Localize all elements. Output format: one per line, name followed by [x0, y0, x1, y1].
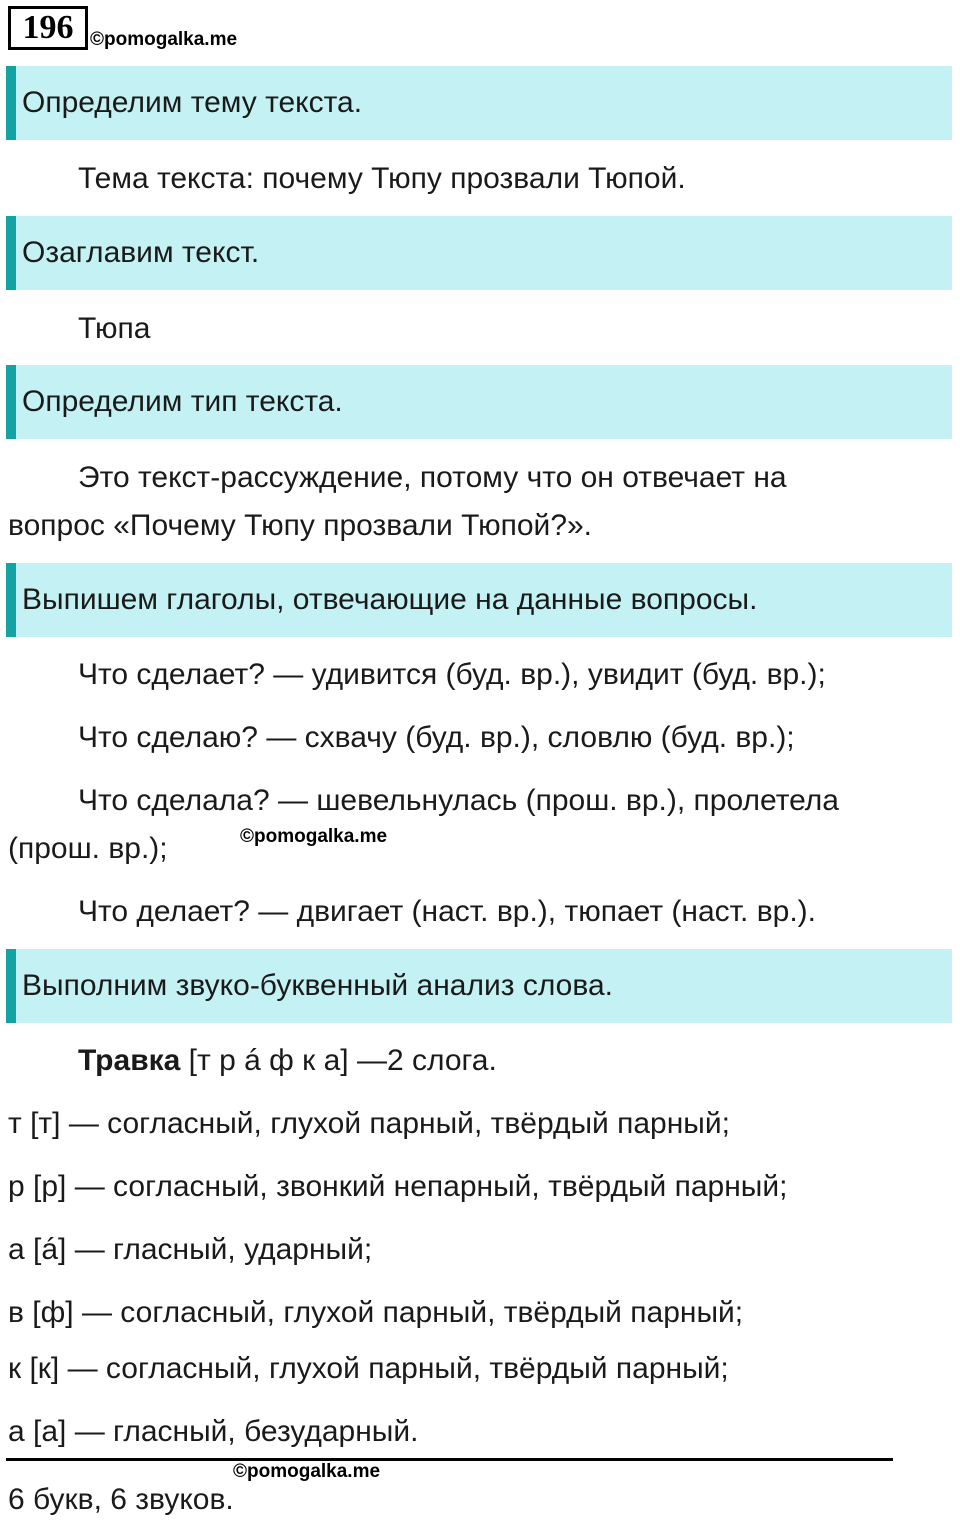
heading-text: Выпишем глаголы, отвечающие на данные вопросы. [22, 583, 758, 616]
section-heading-verbs [6, 563, 952, 637]
text-line: (прош. вр.); [8, 832, 168, 865]
section-heading-type [6, 365, 952, 439]
sound-line: р [р] — согласный, звонкий непарный, твёрдый парный; [8, 1170, 788, 1203]
section-heading-analysis [6, 949, 952, 1023]
text-line: Это текст-рассуждение, потому что он отвечает на [78, 461, 787, 494]
text-line: Что сделает? — удивится (буд. вр.), увидит (буд. вр.); [78, 658, 826, 691]
transcription: [т р á ф к а] —2 слога. [180, 1044, 497, 1077]
text-line: вопрос «Почему Тюпу прозвали Тюпой?». [8, 509, 593, 542]
word-transcription [78, 1043, 497, 1079]
divider-line [6, 1458, 893, 1461]
heading-text: Выполним звуко-буквенный анализ слова. [22, 969, 613, 1002]
heading-text: Определим тему текста. [22, 86, 363, 119]
watermark: ©pomogalka.me [233, 1461, 381, 1482]
sound-line: а [а] — гласный, безударный. [8, 1415, 419, 1448]
analyzed-word: Травка [78, 1044, 181, 1077]
task-number: 196 [8, 6, 88, 50]
text-line: Что сделаю? — схвачу (буд. вр.), словлю (буд. вр.); [78, 721, 795, 754]
sound-line: а [á] — гласный, ударный; [8, 1233, 373, 1266]
text-line: Тема текста: почему Тюпу прозвали Тюпой. [78, 162, 686, 195]
text-line: Что делает? — двигает (наст. вр.), тюпает (наст. вр.). [78, 895, 817, 928]
heading-text: Озаглавим текст. [22, 236, 260, 269]
text-line: Что сделала? — шевельнулась (прош. вр.), пролетела [78, 784, 839, 817]
sound-line: в [ф] — согласный, глухой парный, твёрдый парный; [8, 1296, 744, 1329]
sound-line: т [т] — согласный, глухой парный, твёрдый парный; [8, 1107, 730, 1140]
text-line: Тюпа [78, 312, 151, 345]
watermark: ©pomogalka.me [240, 826, 388, 847]
heading-text: Определим тип текста. [22, 385, 343, 418]
section-heading-topic [6, 66, 952, 140]
watermark: ©pomogalka.me [90, 29, 238, 50]
section-heading-title [6, 216, 952, 290]
sound-line: к [к] — согласный, глухой парный, твёрдый парный; [8, 1352, 729, 1385]
summary-line: 6 букв, 6 звуков. [8, 1483, 234, 1516]
